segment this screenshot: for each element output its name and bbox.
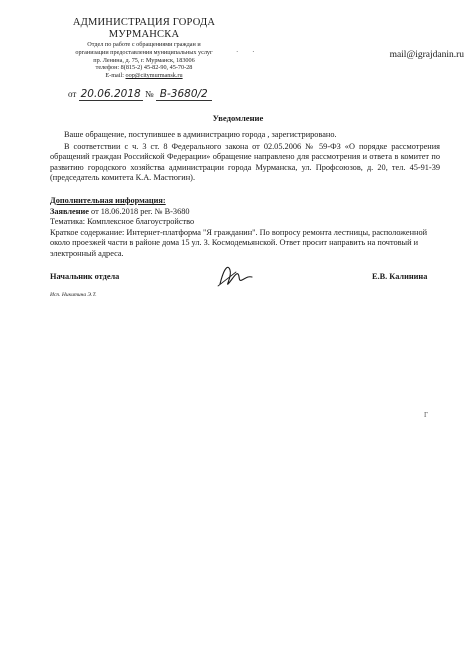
ref-date: 20.06.2018 [80,88,141,100]
paragraph-forwarded: В соответствии с ч. 3 ст. 8 Федерального закона от 02.05.2006 № 59-ФЗ «О порядке рассмотрения обращений граждан Российской Федерации» обращение направлено для рассмотрения и ответа в комитет по развитию городского хозяйства администрации города Мурманска, ул. Профсоюзов, д. 20, тел. 45-91-39 (председатель комитета К.А. Мастюгин). [50,142,440,183]
additional-info [50,207,440,259]
org-title-line2: МУРМАНСКА [108,29,180,40]
additional-heading: Дополнительная информация: [50,196,166,205]
org-details [60,41,228,80]
summary-row: Краткое содержание: Интернет-платформа "Я гражданин". По вопросу ремонта лестницы, расположенной около проезжей части в районе дома 15 ул. З. Космодемьянской. Ответ просит направить на почтовый и электронный адреса. [50,227,428,258]
recipient-email[interactable]: mail@igrajdanin.ru [389,50,464,60]
scan-dots: · · [236,48,261,56]
email-prefix: E-mail: [105,72,126,80]
statement-label: Заявление [50,207,89,216]
document-title: Уведомление [212,113,264,123]
executor-note: Исп. Никитина Э.Т. [50,292,97,298]
reference-line [68,88,212,100]
org-phone: телефон: 8(815-2) 45-82-90, 45-70-28 [95,64,193,72]
statement-value: от 18.06.2018 рег. № В-3680 [88,207,190,216]
org-address: пр. Ленина, д. 75, г. Мурманск, 183006 [93,56,195,64]
paragraph-registered: Ваше обращение, поступившее в администрацию города , зарегистрировано. [64,130,337,139]
org-email-line [60,72,228,80]
statement-row [50,207,440,217]
signature-icon [214,262,258,290]
ref-number-sign: № [144,89,154,99]
dept-line2: организации предоставления муниципальных услуг [75,48,213,56]
signer-name: Е.В. Калинина [372,272,428,281]
org-title-line1: АДМИНИСТРАЦИЯ ГОРОДА [72,17,216,28]
org-email-link[interactable]: oop@citymurmansk.ru [125,72,183,80]
stray-mark: Г [424,411,429,419]
org-title [60,17,228,41]
signer-title: Начальник отдела [50,272,120,281]
dept-line1: Отдел по работе с обращениями граждан и [87,41,201,48]
ref-prefix: от [68,89,77,99]
topic-row: Тематика: Комплексное благоустройство [50,217,195,227]
ref-number: В-3680/2 [156,88,212,101]
